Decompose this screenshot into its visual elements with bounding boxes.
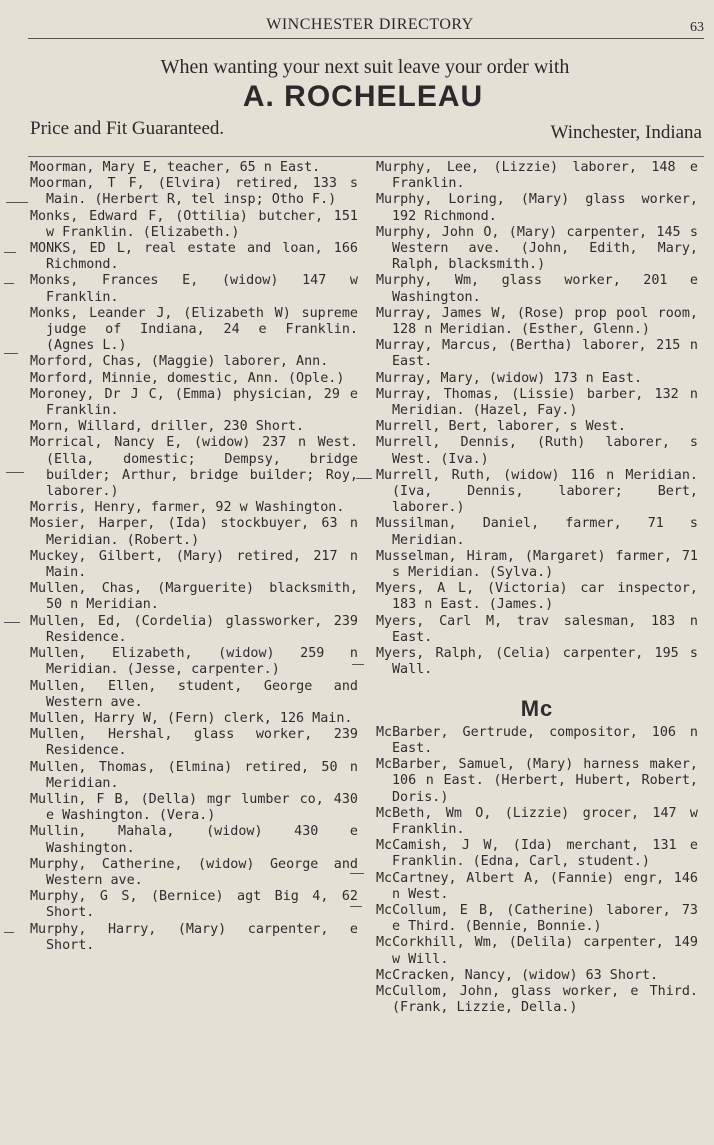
ad-location: Winchester, Indiana	[550, 122, 702, 143]
directory-entry: Murphy, G S, (Bernice) agt Big 4, 62 Short.	[30, 889, 358, 921]
right-column-mc-entries	[376, 725, 698, 1017]
directory-entry: Morford, Chas, (Maggie) laborer, Ann.	[30, 354, 329, 370]
margin-mark	[356, 478, 372, 479]
section-heading-mc: Mc	[520, 695, 554, 721]
ad-guarantee: Price and Fit Guaranteed.	[30, 118, 225, 139]
directory-entry: Myers, A L, (Victoria) car inspector, 183 n East. (James.)	[376, 581, 698, 613]
margin-mark	[352, 664, 364, 665]
directory-entry: Morn, Willard, driller, 230 Short.	[30, 419, 305, 435]
directory-entry: MONKS, ED L, real estate and loan, 166 Richmond.	[30, 241, 358, 273]
directory-entry: Murphy, Lee, (Lizzie) laborer, 148 e Franklin.	[376, 160, 698, 192]
ad-tagline: When wanting your next suit leave your order with	[160, 56, 570, 78]
directory-entry: McCollum, E B, (Catherine) laborer, 73 e Third. (Bennie, Bonnie.)	[376, 902, 698, 935]
header-rule	[28, 38, 704, 39]
directory-entry: Murrell, Dennis, (Ruth) laborer, s West. (Iva.)	[376, 435, 698, 467]
directory-entry: Murphy, Wm, glass worker, 201 e Washington.	[376, 273, 698, 305]
directory-entry: Murray, Thomas, (Lissie) barber, 132 n Meridian. (Hazel, Fay.)	[376, 386, 698, 419]
directory-entry: Moorman, Mary E, teacher, 65 n East.	[30, 160, 321, 175]
margin-mark	[6, 472, 24, 473]
directory-entry: Mosier, Harper, (Ida) stockbuyer, 63 n Meridian. (Robert.)	[30, 516, 358, 548]
directory-entry: Mullen, Thomas, (Elmina) retired, 50 n Meridian.	[30, 759, 358, 791]
directory-entry: McBarber, Samuel, (Mary) harness maker, 106 n East. (Herbert, Hubert, Robert, Doris.)	[376, 757, 698, 805]
advertisement-rule	[28, 156, 704, 157]
directory-entry: Mullen, Elizabeth, (widow) 259 n Meridian. (Jesse, carpenter.)	[30, 646, 358, 678]
directory-entry: Mullen, Chas, (Marguerite) blacksmith, 50 n Meridian.	[30, 581, 358, 613]
directory-entry: McCorkhill, Wm, (Delila) carpenter, 149 w Will.	[376, 935, 698, 967]
directory-entry: Murphy, John O, (Mary) carpenter, 145 s Western ave. (John, Edith, Mary, Ralph, blacksmith.)	[376, 224, 698, 273]
directory-entry: Mussilman, Daniel, farmer, 71 s Meridian.	[376, 516, 698, 548]
directory-entry: McCamish, J W, (Ida) merchant, 131 e Franklin. (Edna, Carl, student.)	[376, 838, 698, 870]
directory-entry: Mullen, Ed, (Cordelia) glassworker, 239 Residence.	[30, 613, 358, 645]
directory-entry: Murray, James W, (Rose) prop pool room, 128 n Meridian. (Esther, Glenn.)	[376, 305, 698, 338]
margin-mark	[4, 353, 18, 354]
running-head	[0, 16, 714, 36]
directory-entry: Murphy, Harry, (Mary) carpenter, e Short.	[30, 921, 358, 953]
directory-entry: Myers, Carl M, trav salesman, 183 n East.	[376, 613, 698, 645]
directory-entry: McCracken, Nancy, (widow) 63 Short.	[376, 967, 659, 983]
directory-entry: Monks, Frances E, (widow) 147 w Franklin.	[30, 273, 358, 305]
directory-entry: Myers, Ralph, (Celia) carpenter, 195 s Wall.	[376, 646, 698, 678]
directory-entry: McCartney, Albert A, (Fannie) engr, 146 n West.	[376, 870, 698, 902]
margin-mark	[4, 252, 16, 253]
directory-entry: Moroney, Dr J C, (Emma) physician, 29 e Franklin.	[30, 386, 358, 419]
directory-entry: McBarber, Gertrude, compositor, 106 n East.	[376, 724, 698, 756]
directory-entry: Musselman, Hiram, (Margaret) farmer, 71 s Meridian. (Sylva.)	[376, 548, 698, 581]
directory-entry: McBeth, Wm O, (Lizzie) grocer, 147 w Franklin.	[376, 805, 698, 837]
advertisement	[0, 56, 714, 152]
right-column	[376, 160, 698, 1016]
directory-entry: Murray, Marcus, (Bertha) laborer, 215 n East.	[376, 338, 698, 370]
directory-entry: McCullom, John, glass worker, e Third. (Frank, Lizzie, Della.)	[376, 983, 698, 1016]
directory-entry: Murphy, Catherine, (widow) George and Western ave.	[30, 856, 358, 888]
directory-entry: Mullen, Hershal, glass worker, 239 Residence.	[30, 727, 358, 759]
directory-entry: Murray, Mary, (widow) 173 n East.	[376, 370, 643, 386]
right-column-m-entries	[376, 160, 698, 679]
margin-mark	[350, 906, 362, 907]
margin-mark	[6, 202, 28, 203]
directory-entry: Monks, Edward F, (Ottilia) butcher, 151 w Franklin. (Elizabeth.)	[30, 208, 358, 240]
directory-entry: Murrell, Bert, laborer, s West.	[376, 419, 626, 435]
directory-entry: Muckey, Gilbert, (Mary) retired, 217 n Main.	[30, 548, 358, 581]
margin-mark	[4, 622, 20, 623]
directory-entry: Morris, Henry, farmer, 92 w Washington.	[30, 500, 345, 516]
margin-mark	[4, 932, 14, 933]
directory-entry: Morrical, Nancy E, (widow) 237 n West. (Ella, domestic; Dempsy, bridge builder; Arthur, bridge builder; Roy, laborer.)	[30, 435, 358, 500]
directory-entry: Mullin, F B, (Della) mgr lumber co, 430 e Washington. (Vera.)	[30, 791, 358, 824]
left-column	[30, 160, 358, 954]
directory-entry: Murphy, Loring, (Mary) glass worker, 192 Richmond.	[376, 192, 698, 224]
directory-entry: Mullen, Harry W, (Fern) clerk, 126 Main.	[30, 710, 353, 726]
margin-mark	[350, 873, 364, 874]
running-title: WINCHESTER DIRECTORY	[266, 16, 474, 33]
margin-mark	[4, 283, 14, 284]
directory-entry: Moorman, T F, (Elvira) retired, 133 s Main. (Herbert R, tel insp; Otho F.)	[30, 176, 358, 208]
directory-entry: Morford, Minnie, domestic, Ann. (Ople.)	[30, 370, 345, 386]
directory-entry: Mullin, Mahala, (widow) 430 e Washington.	[30, 824, 358, 856]
directory-entry: Monks, Leander J, (Elizabeth W) supreme judge of Indiana, 24 e Franklin. (Agnes L.)	[30, 305, 358, 354]
directory-entry: Mullen, Ellen, student, George and Western ave.	[30, 678, 358, 710]
ad-business-name: A. ROCHELEAU	[242, 80, 484, 113]
directory-entry: Murrell, Ruth, (widow) 116 n Meridian. (Iva, Dennis, laborer; Bert, laborer.)	[376, 467, 698, 516]
page-number: 63	[690, 20, 704, 35]
